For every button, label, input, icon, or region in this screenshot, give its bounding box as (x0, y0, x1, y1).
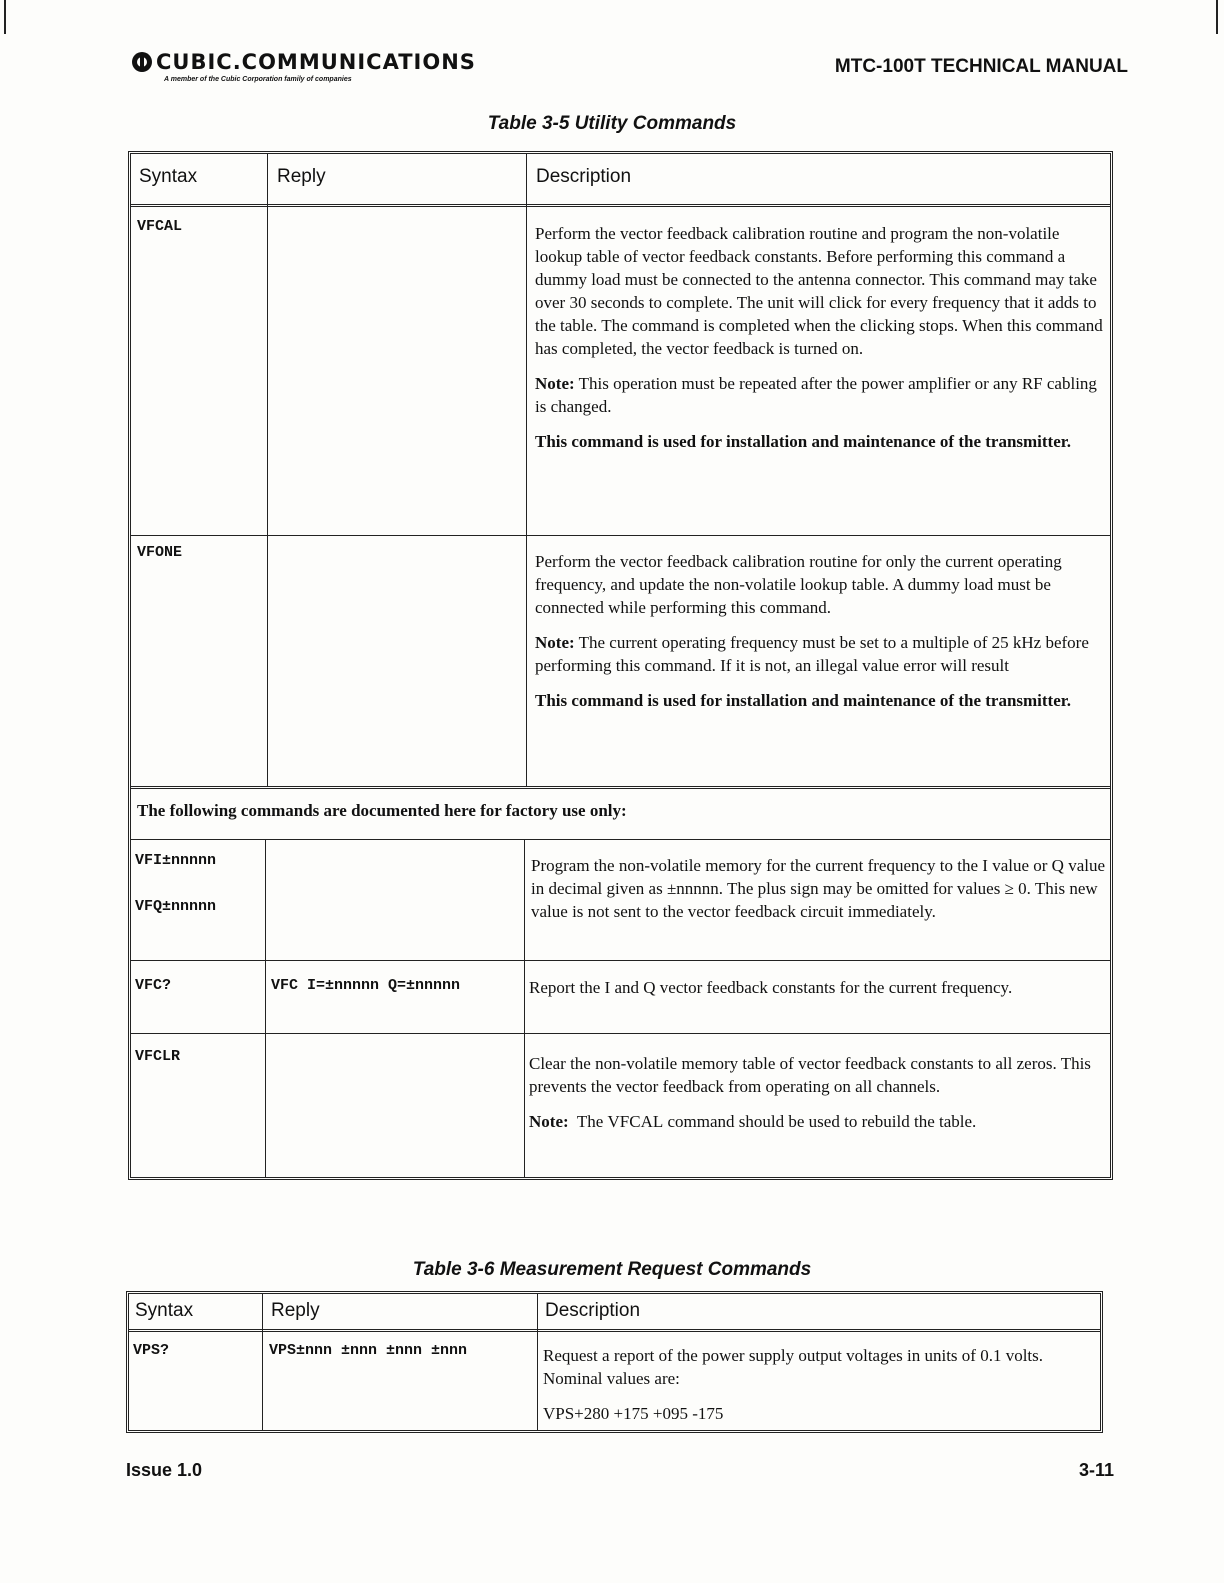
vfcal-note (535, 372, 1105, 418)
t5-row-line-3 (131, 839, 1110, 840)
vfcal-bold-statement: This command is used for installation and maintenance of the transmitter. (535, 432, 1071, 451)
t5-header-line (131, 204, 1110, 207)
page-number: 3-11 (1078, 1460, 1114, 1480)
cubic-logo-icon (132, 52, 152, 72)
t6-row-vps-description (543, 1344, 1095, 1425)
vfcal-note-text: This operation must be repeated after the power amplifier or any RF cabling is changed. (535, 374, 1097, 416)
t5-row-vfi-syntax: VFI±nnnnn (135, 852, 217, 869)
vfclr-desc-text: Clear the non-volatile memory table of vector feedback constants to all zeros. This prevents the vector feedback from operating on all channels. (529, 1054, 1091, 1096)
t6-row-vps-reply: VPS±nnn ±nnn ±nnn ±nnn (269, 1342, 468, 1359)
vfi-desc-text: Program the non-volatile memory for the current frequency to the I value or Q value in decimal given as ±nnnnn. The plus sign may be omitted for values ≥ 0. This new value is not sent to the vector feedback circuit immediately. (531, 856, 1106, 921)
t5-row-line-4 (131, 960, 1110, 961)
vfclr-note-code: VFCAL (607, 1112, 664, 1131)
t5-row-vfone-syntax: VFONE (137, 544, 183, 561)
t6-header-line (129, 1329, 1100, 1332)
vfcal-note-label: Note: (535, 374, 575, 393)
table-3-5-caption: Table 3-5 Utility Commands (487, 113, 737, 134)
vfone-bold-text (535, 689, 1105, 712)
vps-example: VPS+280 +175 +095 -175 (543, 1404, 724, 1423)
t5-row-vfc-syntax: VFC? (135, 977, 172, 994)
company-name: CUBIC.COMMUNICATIONS (156, 50, 476, 74)
t5-row-line-5 (131, 1033, 1110, 1034)
vfclr-note (529, 1110, 1104, 1133)
vfone-note-text: The current operating frequency must be set to a multiple of 25 kHz before performing this command. If it is not, an illegal value error will result (535, 633, 1089, 675)
t5-row-vfc-reply: VFC I=±nnnnn Q=±nnnnn (271, 977, 461, 994)
vfcal-bold-text (535, 430, 1105, 453)
t5-col-line-2 (526, 154, 527, 787)
company-tagline: A member of the Cubic Corporation family of companies (164, 76, 352, 83)
issue-label: Issue 1.0 (126, 1460, 203, 1480)
t6-header-reply: Reply (271, 1300, 320, 1321)
company-logo (132, 50, 476, 83)
table-3-6 (126, 1291, 1103, 1433)
vfclr-note-post: command should be used to rebuild the table. (663, 1112, 977, 1131)
t5-row-vfc-description: Report the I and Q vector feedback constants for the current frequency. (529, 978, 1013, 997)
vfone-note-label: Note: (535, 633, 575, 652)
t6-header-syntax: Syntax (135, 1300, 194, 1321)
t5-row-vfcal-syntax: VFCAL (137, 218, 183, 235)
table-3-6-caption: Table 3-6 Measurement Request Commands (412, 1259, 812, 1280)
t6-header-description: Description (545, 1300, 641, 1321)
t5-row-vfclr-description (529, 1052, 1104, 1133)
vfclr-note-label: Note: (529, 1112, 569, 1131)
vfclr-note-pre: The (568, 1112, 608, 1131)
t5-row-vfcal-description (535, 222, 1105, 453)
vps-desc-text: Request a report of the power supply output voltages in units of 0.1 volts. Nominal values are: (543, 1346, 1044, 1388)
t6-col-line-2 (537, 1294, 538, 1431)
vfcal-desc-text: Perform the vector feedback calibration routine and program the non-volatile lookup table of vector feedback constants. Before performing this command a dummy load must be connected to the antenna connector. This command may take over 30 seconds to complete. The unit will click for every frequency that it adds to the table. The command is completed when the clicking stops. When this command has completed, the vector feedback is turned on. (535, 224, 1103, 358)
t5-row-vfclr-syntax: VFCLR (135, 1048, 181, 1065)
vfone-desc-text: Perform the vector feedback calibration routine for only the current operating frequency, and update the non-volatile lookup table. A dummy load must be connected while performing this command. (535, 552, 1062, 617)
t5-row-vfone-description (535, 550, 1105, 712)
t5-row-vfi-description (531, 854, 1105, 923)
t5-header-reply: Reply (277, 166, 326, 187)
t5-row-line-2 (131, 786, 1110, 789)
t5-factory-note: The following commands are documented here for factory use only: (137, 801, 627, 820)
t5-header-syntax: Syntax (139, 166, 198, 187)
t5-row-vfq-syntax: VFQ±nnnnn (135, 898, 217, 915)
vfone-bold-statement: This command is used for installation and maintenance of the transmitter. (535, 691, 1071, 710)
t6-row-vps-syntax: VPS? (133, 1342, 170, 1359)
scan-edge-mark-right (1216, 0, 1218, 34)
t5-row-line-1 (131, 535, 1110, 536)
vfone-note (535, 631, 1105, 677)
t5-header-description: Description (536, 166, 632, 187)
t5-col-line-2b (524, 839, 525, 1178)
manual-title: MTC-100T TECHNICAL MANUAL (834, 56, 1128, 77)
t5-col-line-1 (267, 154, 268, 787)
t5-col-line-1b (265, 839, 266, 1178)
table-3-5 (128, 151, 1113, 1180)
scan-edge-mark-left (4, 0, 6, 34)
t6-col-line-1 (262, 1294, 263, 1431)
